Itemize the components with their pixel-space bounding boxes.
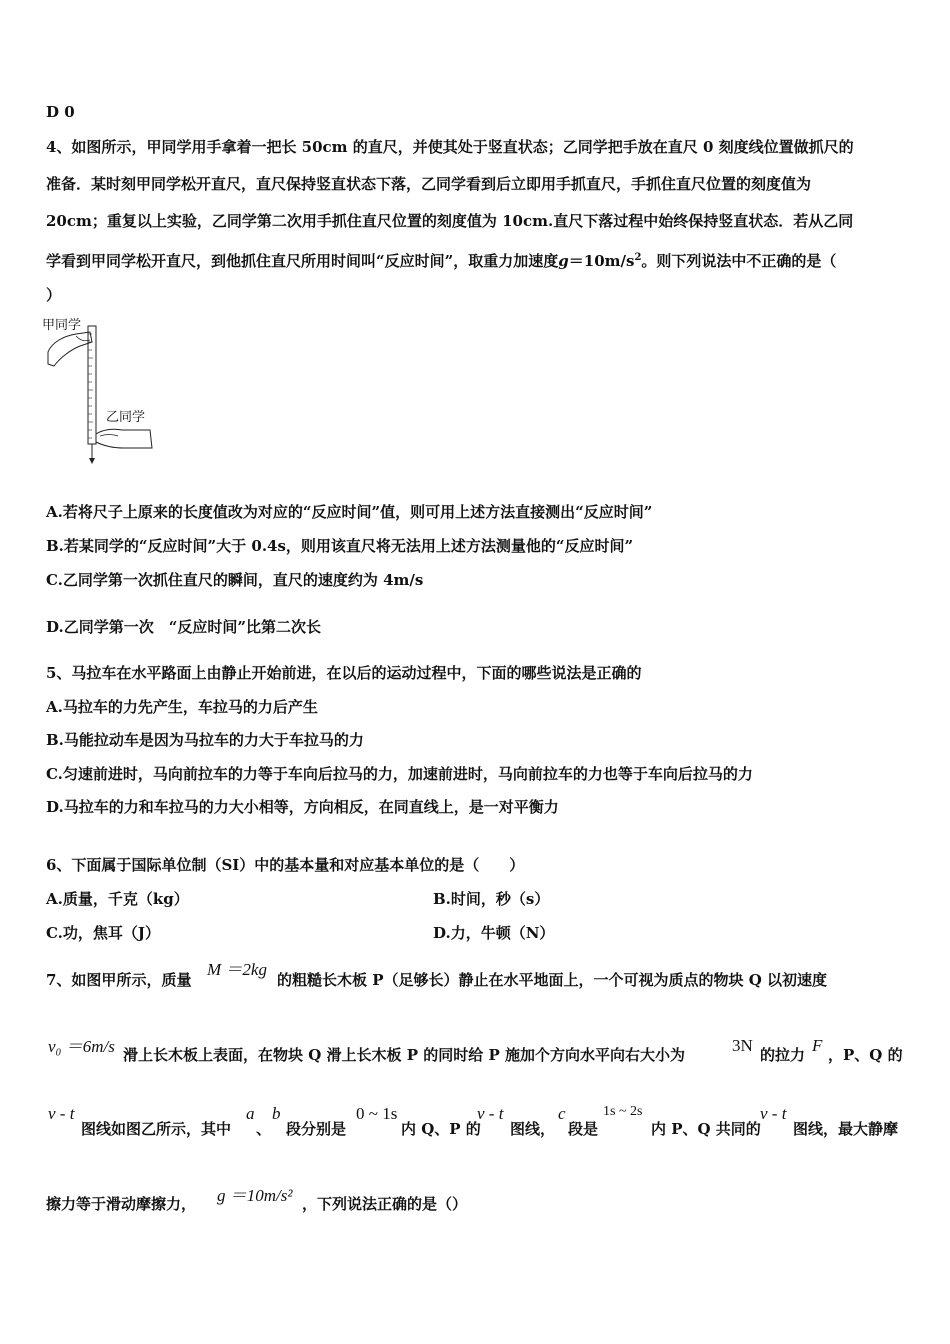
q4-option-a: A.若将尺子上原来的长度值改为对应的“反应时间”值，则可用上述方法直接测出“反应时间” (46, 503, 653, 521)
q7-line-3h: 图线，最大静摩 (793, 1120, 899, 1138)
q4-g: g (558, 252, 569, 270)
q4-line-4 (46, 248, 836, 271)
q5-option-c: C.匀速前进时，马向前拉车的力等于车向后拉马的力，加速前进时，马向前拉车的力也等于车向后拉马的力 (46, 765, 753, 783)
q7-line-3f: 段是 (568, 1120, 599, 1138)
q4-line-3: 20cm；重复以上实验，乙同学第二次用手抓住直尺位置的刻度值为 10cm.直尺下落过程中始终保持竖直状态．若从乙同 (46, 212, 854, 230)
ruler-hand-illustration (40, 312, 170, 472)
fig-label-yi: 乙同学 (106, 410, 146, 425)
q6-stem: 6、下面属于国际单位制（SI）中的基本量和对应基本单位的是（ ） (46, 856, 525, 874)
q7-line-4b: ，下列说法正确的是（） (302, 1195, 468, 1213)
ruler-figure (40, 312, 170, 472)
q6-option-b: B.时间，秒（s） (433, 890, 550, 908)
q4-sup: 2 (634, 252, 642, 263)
q7-line-4a: 擦力等于滑动摩擦力， (46, 1195, 197, 1213)
q7-math-vt-1: v - t (48, 1104, 75, 1123)
q4-line-4b: ＝10m/s (568, 252, 635, 270)
q7-math-v0: v₀ ＝6m/s (48, 1037, 115, 1056)
q5-option-b: B.马能拉动车是因为马拉车的力大于车拉马的力 (46, 731, 364, 749)
q5-option-d: D.马拉车的力和车拉马的力大小相等，方向相反，在同直线上，是一对平衡力 (46, 798, 559, 816)
q7-math-1s-2s: 1s ~ 2s (603, 1104, 643, 1119)
q6-option-c: C.功，焦耳（J） (46, 924, 160, 942)
q6-option-a: A.质量，千克（kg） (46, 890, 189, 908)
q7-line-3a: 图线如图乙所示，其中 (81, 1120, 232, 1138)
q7-math-a: a (246, 1104, 255, 1123)
q4-option-b: B.若某同学的“反应时间”大于 0.4s，则用该直尺将无法用上述方法测量他的“反应时间” (46, 537, 634, 555)
q7-line-2b: 的拉力 (760, 1046, 806, 1064)
q7-math-vt-3: v - t (760, 1104, 787, 1123)
q7-math-mass: M ＝2kg (207, 960, 267, 979)
q4-line-4a: 学看到甲同学松开直尺，到他抓住直尺所用时间叫“反应时间”，取重力加速度 (46, 252, 559, 270)
q5-option-a: A.马拉车的力先产生，车拉马的力后产生 (46, 698, 318, 716)
q7-math-c: c (558, 1104, 566, 1123)
q4-option-d: D.乙同学第一次 “反应时间”比第二次长 (46, 618, 321, 636)
q4-line-4c: 。则下列说法中不正确的是（ (641, 252, 837, 270)
q4-line-2: 准备．某时刻甲同学松开直尺，直尺保持竖直状态下落，乙同学看到后立即用手抓直尺，手抓住直尺位置的刻度值为 (46, 175, 812, 193)
q7-math-3n: 3N (732, 1036, 753, 1055)
q7-math-vt-2: v - t (477, 1104, 504, 1123)
fig-label-jia: 甲同学 (42, 318, 82, 333)
q4-option-c: C.乙同学第一次抓住直尺的瞬间，直尺的速度约为 4m/s (46, 571, 424, 589)
q7-line-1b: 的粗糙长木板 P（足够长）静止在水平地面上，一个可视为质点的物块 Q 以初速度 (277, 971, 828, 989)
q7-math-f: F (812, 1036, 823, 1055)
q7-line-3c: 段分别是 (286, 1120, 347, 1138)
q7-line-1a: 7、如图甲所示，质量 (46, 971, 192, 989)
q3-tail: D 0 (46, 103, 75, 121)
q7-line-3b: 、 (256, 1120, 272, 1138)
q7-line-3g: 内 P、Q 共同的 (651, 1120, 761, 1138)
q4-line-5: ） (46, 286, 62, 304)
q7-math-g: g ＝10m/s² (217, 1186, 293, 1205)
q7-line-3e: 图线， (510, 1120, 556, 1138)
q7-line-2c: ，P、Q 的 (828, 1046, 903, 1064)
q5-stem: 5、马拉车在水平路面上由静止开始前进，在以后的运动过程中，下面的哪些说法是正确的 (46, 664, 642, 682)
q7-math-b: b (272, 1104, 281, 1123)
q7-line-2a: 滑上长木板上表面，在物块 Q 滑上长木板 P 的同时给 P 施加个方向水平向右大小为 (123, 1046, 685, 1064)
q6-option-d: D.力，牛顿（N） (433, 924, 555, 942)
q7-math-0-1s: 0 ~ 1s (356, 1104, 398, 1123)
q4-line-1: 4、如图所示，甲同学用手拿着一把长 50cm 的直尺，并使其处于竖直状态；乙同学把手放在直尺 0 刻度线位置做抓尺的 (46, 138, 854, 156)
q7-line-3d: 内 Q、P 的 (401, 1120, 481, 1138)
